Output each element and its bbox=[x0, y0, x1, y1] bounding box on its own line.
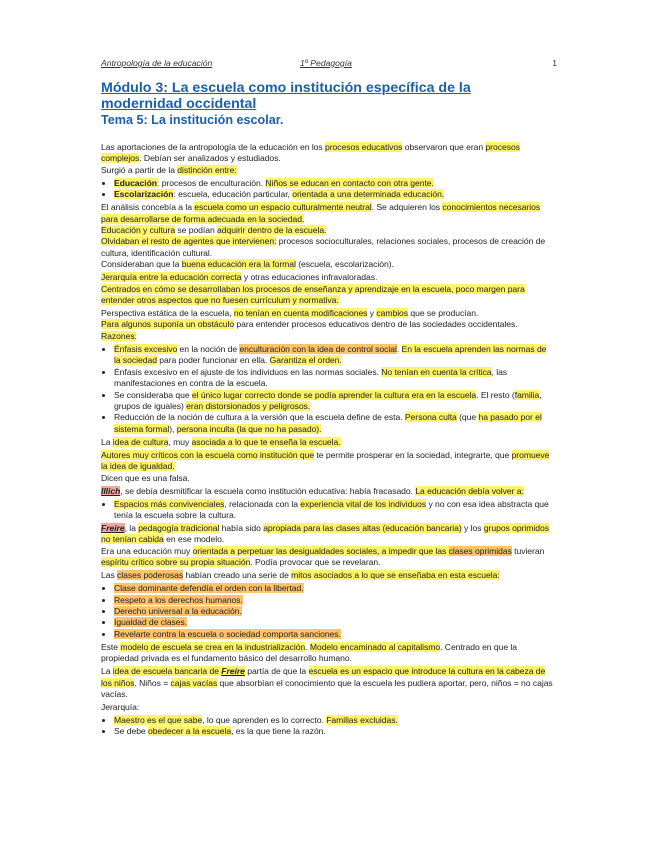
highlight: Para algunos suponía un obstáculo bbox=[101, 319, 235, 330]
text: . Niños = bbox=[134, 677, 171, 688]
text: Reducción de la noción de cultura a la versión que la escuela define de esta. bbox=[114, 412, 405, 423]
text: Las bbox=[101, 570, 118, 581]
paragraph bbox=[101, 450, 555, 484]
paragraph bbox=[101, 142, 555, 176]
list-item bbox=[114, 583, 555, 594]
text: había sido bbox=[219, 522, 264, 533]
highlight: espíritu crítico sobre su propia situación bbox=[101, 557, 251, 568]
module-title: Módulo 3: La escuela como institución específica de la modernidad occidental bbox=[101, 80, 471, 112]
highlight: idea de escuela bancaria de bbox=[112, 666, 222, 677]
text: observaron que eran bbox=[402, 142, 486, 152]
list-item bbox=[114, 499, 555, 522]
text: . Se adquieren los bbox=[371, 202, 443, 213]
text: tuvieran bbox=[511, 545, 545, 556]
paragraph bbox=[101, 486, 555, 497]
highlight: Clase dominante defendía el orden con la libertad. bbox=[114, 583, 304, 594]
text: , la bbox=[124, 522, 139, 533]
bullet-list bbox=[101, 715, 555, 738]
highlight: Olvidaban el resto de agentes que intervienen: bbox=[101, 236, 277, 247]
list-item bbox=[114, 606, 555, 617]
list-item bbox=[114, 189, 555, 200]
paragraph bbox=[101, 642, 555, 665]
text: que se producían. bbox=[408, 308, 479, 319]
text: , relacionada con la bbox=[224, 498, 301, 509]
list-item bbox=[114, 367, 555, 390]
page-number: 1 bbox=[552, 58, 557, 68]
paragraph bbox=[101, 666, 555, 700]
list-item bbox=[114, 715, 555, 726]
highlight: Derecho universal a la educación. bbox=[114, 605, 242, 616]
highlight: orientada a una determinada educación. bbox=[292, 189, 445, 200]
highlight: adquirir dentro de la escuela. bbox=[217, 225, 327, 236]
highlight: idea de cultura bbox=[112, 436, 169, 447]
highlight: Garantiza el orden. bbox=[269, 355, 342, 366]
highlight: procesos complejos bbox=[101, 142, 520, 164]
paragraph bbox=[101, 308, 555, 342]
text: habían creado una serie de bbox=[183, 570, 292, 581]
text: y los bbox=[461, 522, 484, 533]
text: Se debe bbox=[114, 726, 149, 737]
highlight: Niños se educan en contacto con otra gente. bbox=[265, 177, 434, 188]
topic-title: Tema 5: La institución escolar. bbox=[101, 113, 284, 127]
highlight: En la escuela aprenden las normas de la sociedad bbox=[114, 343, 547, 366]
text: Consideraban que la bbox=[101, 259, 182, 270]
document-page bbox=[101, 58, 555, 739]
text: Surgió a partir de la bbox=[101, 164, 178, 175]
list-item bbox=[114, 629, 555, 640]
text: . Podía provocar que se revelaran. bbox=[250, 557, 381, 568]
list-item bbox=[114, 726, 555, 737]
highlight: Razones bbox=[101, 330, 135, 341]
highlight: clases poderosas bbox=[117, 570, 184, 581]
text: Era una educación muy bbox=[101, 545, 193, 556]
text: . bbox=[396, 343, 402, 354]
text: (escuela, escolarización). bbox=[295, 259, 394, 270]
text: (que bbox=[456, 412, 479, 423]
highlight: asociada a lo que te enseña la escuela. bbox=[191, 436, 341, 447]
text: Las aportaciones de la antropología de la educación en los bbox=[101, 142, 325, 152]
text: : escuela, educación particular, bbox=[173, 189, 293, 200]
paragraph bbox=[101, 570, 555, 581]
paragraph bbox=[101, 202, 555, 270]
highlight: Familias excluidas. bbox=[326, 715, 398, 725]
text: . El resto ( bbox=[476, 389, 515, 400]
highlight: pedagogía tradicional bbox=[138, 522, 220, 533]
highlight: Énfasis excesivo bbox=[114, 343, 178, 354]
text: te permite prosperar en la sociedad, integrarte, que bbox=[314, 449, 512, 460]
highlight: apropiada para las clases altas (educación bancaria) bbox=[263, 522, 462, 533]
text: en la noción de bbox=[177, 343, 240, 354]
highlight: Respeto a los derechos humanos. bbox=[114, 594, 243, 605]
highlight: promueve la idea de igualdad. bbox=[101, 449, 550, 472]
highlight: escuela como un espacio culturalmente neutral bbox=[194, 202, 372, 213]
paragraph bbox=[101, 702, 555, 713]
text: , las manifestaciones en contra de la escuela. bbox=[114, 366, 508, 389]
bullet-list bbox=[101, 499, 555, 522]
text: La bbox=[101, 436, 113, 447]
highlight: Educación y cultura bbox=[101, 225, 176, 236]
text: partía de que la bbox=[244, 666, 309, 677]
highlight: Modelo encaminado al capitalismo bbox=[309, 641, 441, 652]
list-item bbox=[114, 344, 555, 367]
text: para entender procesos educativos dentro de las sociedades occidentales. bbox=[234, 319, 518, 330]
list-item bbox=[114, 617, 555, 628]
bullet-list bbox=[101, 583, 555, 640]
text: en ese modelo. bbox=[163, 534, 225, 545]
highlight: clases oprimidas bbox=[448, 545, 512, 556]
text: procesos socioculturales, relaciones sociales, procesos de creación de cultura, identificación cultural. bbox=[101, 236, 546, 258]
document-body bbox=[101, 142, 555, 738]
highlight: eran distorsionados y peligrosos. bbox=[186, 400, 311, 411]
text: : procesos de enculturación. bbox=[157, 177, 266, 188]
text: se podían bbox=[175, 225, 218, 236]
bullet-list bbox=[101, 178, 555, 201]
highlight: experiencia vital de los individuos bbox=[300, 498, 427, 509]
highlight: Centrados en cómo se desarrollaban los procesos de enseñanza y aprendizaje en la escuela, poco margen para entender otros aspectos que no fuesen currículum y normativa. bbox=[101, 283, 525, 306]
text: Se consideraba que bbox=[114, 389, 192, 400]
highlight: Revelarte contra la escuela o sociedad comporta sanciones. bbox=[114, 628, 341, 639]
text: Dicen que es una falsa. bbox=[101, 472, 190, 483]
highlight: Espacios más convivenciales bbox=[114, 498, 225, 509]
author-name: Freire bbox=[221, 666, 245, 677]
text: que absorbían el conocimiento que la escuela les pudiera aportar, pero, niños = no cajas vacías. bbox=[101, 677, 553, 699]
highlight: cajas vacías bbox=[170, 677, 218, 688]
text: para poder funcionar en ella. bbox=[156, 355, 270, 366]
highlight: Jerarquía entre la educación correcta bbox=[101, 272, 242, 283]
header-year: 1º Pedagogía bbox=[300, 58, 352, 68]
text: . Centrado en que la propiedad privada es el fundamento básico del desarrollo humano. bbox=[101, 641, 517, 664]
text: : bbox=[134, 330, 137, 341]
text: y no con esa idea abstracta que tenía la escuela sobre la cultura. bbox=[114, 498, 549, 520]
highlight: Igualdad de clases. bbox=[114, 617, 188, 628]
highlight: Maestro es el que sabe bbox=[114, 715, 203, 725]
author-name: Illich bbox=[101, 485, 121, 496]
highlight: obedecer a la escuela bbox=[148, 726, 232, 737]
highlight: familia bbox=[514, 389, 540, 400]
text: Este bbox=[101, 641, 121, 652]
text: La bbox=[101, 666, 113, 677]
highlight: mitos asociados a lo que se enseñaba en esta escuela: bbox=[291, 570, 500, 581]
highlight: No tenían en cuenta la crítica bbox=[381, 366, 492, 377]
highlight: escuela es un espacio que introduce la cultura en la cabeza de los niños bbox=[101, 666, 546, 688]
running-header bbox=[101, 58, 555, 72]
highlight: persona inculta (la que no ha pasado). bbox=[176, 423, 322, 434]
text: Énfasis excesivo en el ajuste de los individuos en las normas sociales. bbox=[114, 366, 382, 377]
text: , se debía desmitificar la escuela como institución educativa: había fracasado. bbox=[120, 485, 416, 496]
list-item bbox=[114, 595, 555, 606]
text: Perspectiva estática de la escuela, bbox=[101, 308, 234, 319]
term: Escolarización bbox=[114, 189, 174, 200]
highlight: conocimientos necesarios para desarrollarse de forma adecuada en la sociedad. bbox=[101, 202, 541, 224]
highlight: grupos oprimidos no tenían cabida bbox=[101, 522, 549, 545]
text: . bbox=[305, 641, 310, 652]
list-item bbox=[114, 178, 555, 189]
highlight: ha pasado por el sistema formal bbox=[114, 412, 542, 434]
highlight: Persona culta bbox=[404, 412, 457, 423]
paragraph bbox=[101, 437, 555, 448]
text: , grupos de iguales) bbox=[114, 389, 542, 411]
list-item bbox=[114, 412, 555, 435]
highlight: Autores muy críticos con la escuela como institución que bbox=[101, 449, 315, 460]
text: , lo que aprenden es lo correcto. bbox=[202, 715, 327, 725]
paragraph bbox=[101, 272, 555, 306]
highlight: cambios bbox=[376, 308, 409, 319]
highlight: no tenían en cuenta modificaciones bbox=[233, 308, 368, 319]
text: ), bbox=[169, 423, 177, 434]
header-course: Antropología de la educación bbox=[101, 58, 213, 68]
term: Educación bbox=[114, 177, 158, 188]
bullet-list bbox=[101, 344, 555, 435]
highlight: distinción entre: bbox=[177, 164, 237, 175]
author-name: Freire bbox=[101, 522, 125, 533]
text: Jerarquía: bbox=[101, 702, 140, 712]
highlight: La educación debía volver a: bbox=[415, 485, 524, 496]
highlight: el único lugar correcto donde se podía aprender la cultura era en la escuela bbox=[191, 389, 477, 400]
highlight: enculturación con la idea de control social bbox=[239, 343, 397, 354]
paragraph bbox=[101, 523, 555, 569]
list-item bbox=[114, 390, 555, 413]
text: y bbox=[367, 308, 377, 319]
highlight: buena educación era la formal bbox=[181, 259, 296, 270]
highlight: orientada a perpetuar las desigualdades sociales, a impedir que las bbox=[192, 545, 449, 556]
text: El análisis concebía a la bbox=[101, 202, 195, 213]
highlight: procesos educativos bbox=[325, 142, 403, 152]
highlight: modelo de escuela se crea en la industrialización bbox=[120, 641, 306, 652]
text: . Debían ser analizados y estudiados. bbox=[139, 153, 281, 164]
text: , es la que tiene la razón. bbox=[231, 726, 326, 737]
text: , muy bbox=[168, 436, 192, 447]
text: y otras educaciones infravaloradas. bbox=[241, 272, 378, 283]
